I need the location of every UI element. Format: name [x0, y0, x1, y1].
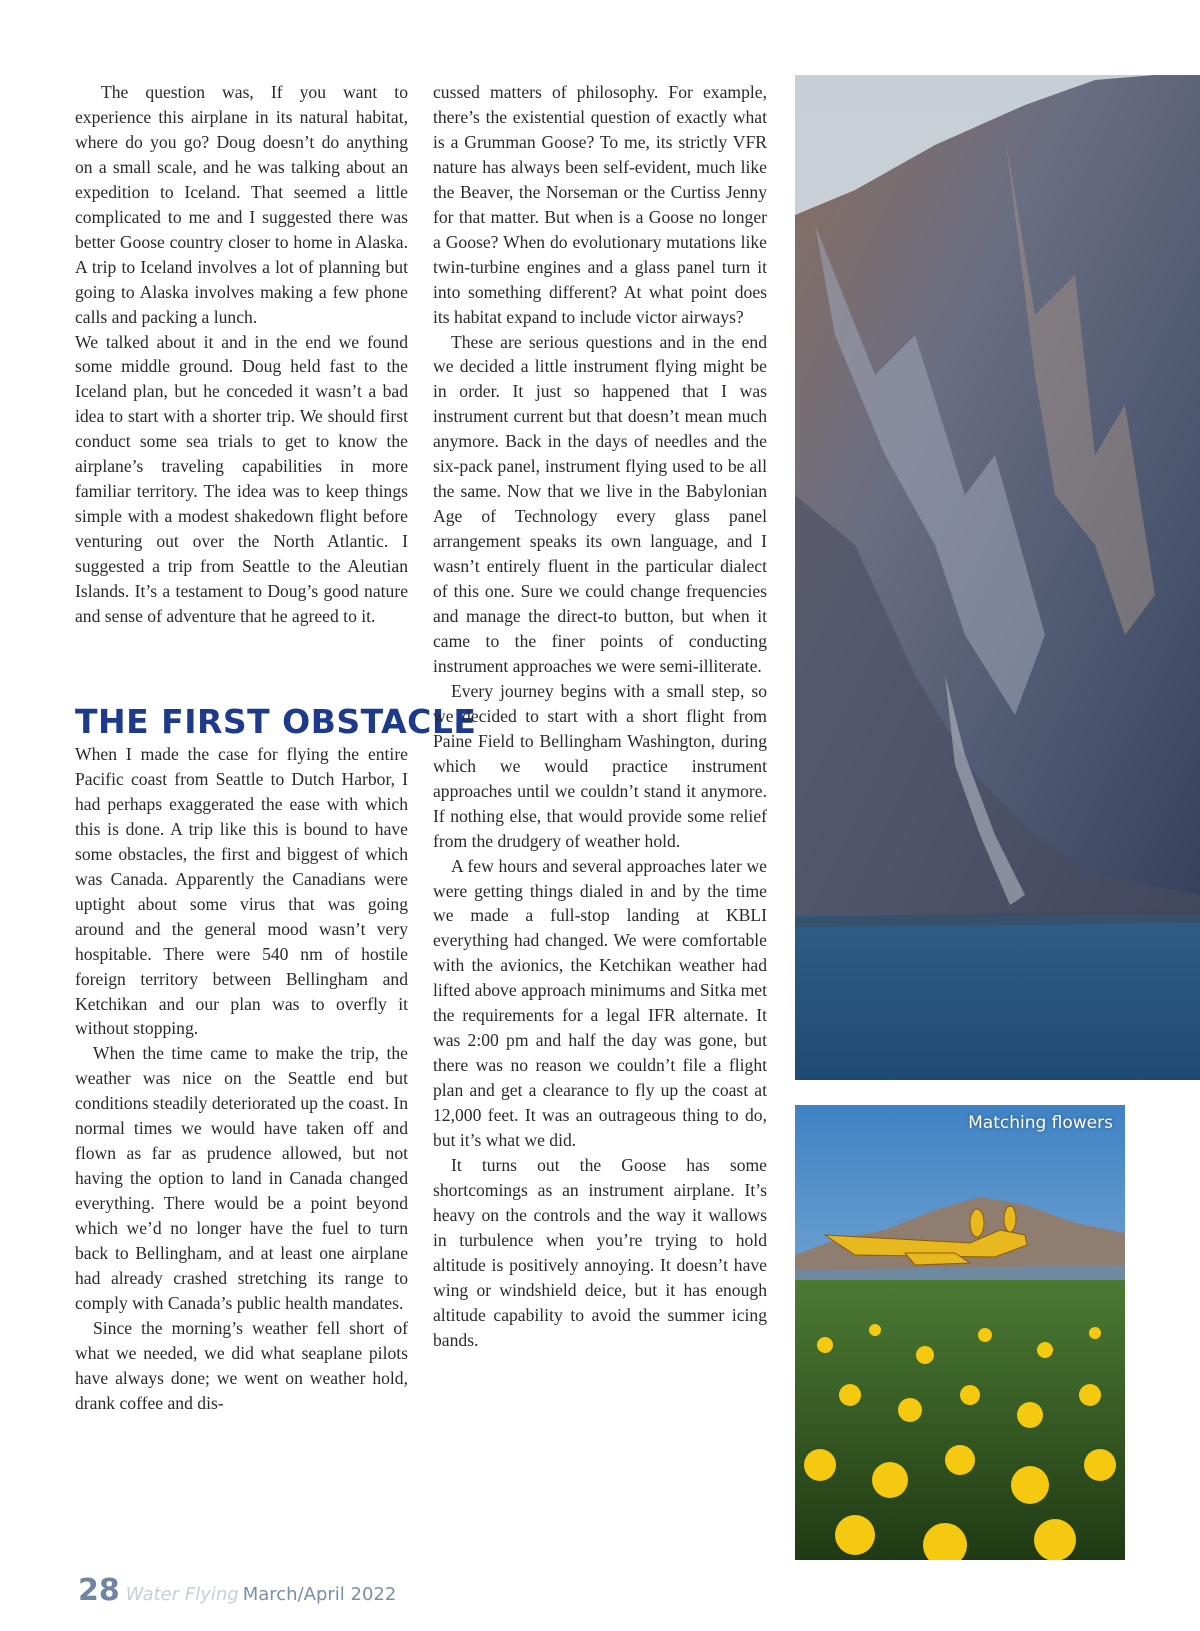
- mountain-photo: [795, 75, 1200, 1080]
- paragraph: cussed matters of philosophy. For example, there’s the existential question of exactly what is a Grumman Goose? To me, its strictly VFR nature has always been self-evident, much like the Beaver, the Norseman or the Curtiss Jenny for that matter. But when is a Goose no longer a Goose? When do evolutionary mutations like twin-turbine engines and a glass panel turn it into something different? At what point does its habitat expand to include victor airways?: [433, 82, 767, 327]
- article-column-1: [75, 80, 477, 1416]
- page-footer: [78, 1573, 396, 1613]
- paragraph: Every journey begins with a small step, so we decided to start with a short flight from Paine Field to Bellingham Washington, during which we would practice instrument approaches until we couldn’t stand it anymore. If nothing else, that would provide some relief from the drudgery of weather hold.: [433, 680, 767, 851]
- paragraph: Since the morning’s weather fell short of what we needed, we did what seaplane pilots have always done; we went on weather hold, drank coffee and dis-: [75, 1317, 408, 1413]
- photo-caption: Matching flowers: [968, 1113, 1113, 1133]
- paragraph: When the time came to make the trip, the weather was nice on the Seattle end but conditions steadily deteriorated up the coast. In normal times we would have taken off and flown as far as prudence allowed, but not having the option to land in Canada changed everything. There would be a point beyond which we’d no longer have the fuel to turn back to Bellingham, and at least one airplane had already crashed stretching its range to comply with Canada’s public health mandates.: [75, 1043, 408, 1313]
- paragraph: When I made the case for flying the entire Pacific coast from Seattle to Dutch Harbor, I had perhaps exaggerated the ease with which this is done. A trip like this is bound to have some obstacles, the first and biggest of which was Canada. Apparently the Canadians were uptight about some virus that was going around and the general mood wasn’t very hospitable. There were 540 nm of hostile foreign territory between Bellingham and Ketchikan and our plan was to overfly it without stopping.: [75, 743, 408, 1039]
- article-column-2: [433, 80, 767, 1353]
- issue-date: March/April 2022: [242, 1584, 397, 1605]
- seaplane-flowers-photo: [795, 1105, 1125, 1560]
- publication-name: Water Flying: [125, 1584, 239, 1605]
- section-heading: THE FIRST OBSTACLE: [75, 701, 477, 741]
- paragraph: We talked about it and in the end we found some middle ground. Doug held fast to the Iceland plan, but he conceded it wasn’t a bad idea to start with a shorter trip. We should first conduct some sea trials to get to know the airplane’s traveling capabilities in more familiar territory. The idea was to keep things simple with a modest shakedown flight before venturing out over the North Atlantic. I suggested a trip from Seattle to the Aleutian Islands. It’s a testament to Doug’s good nature and sense of adventure that he agreed to it.: [75, 331, 408, 627]
- page-number: 28: [78, 1573, 120, 1608]
- paragraph: These are serious questions and in the end we decided a little instrument flying might be in order. It just so happened that I was instrument current but that doesn’t mean much anymore. Back in the days of needles and the six-pack panel, instrument flying used to be all the same. Now that we live in the Babylonian Age of Technology every glass panel arrangement speaks its own language, and I wasn’t entirely fluent in the particular dialect of this one. Sure we could change frequencies and manage the direct-to button, but when it came to the finer points of conducting instrument approaches we were semi-illiterate.: [433, 331, 767, 676]
- paragraph: It turns out the Goose has some shortcomings as an instrument airplane. It’s heavy on the controls and the way it wallows in turbulence when you’re trying to hold altitude is positively annoying. It doesn’t have wing or windshield deice, but it has enough altitude capability to avoid the summer icing bands.: [433, 1154, 767, 1350]
- paragraph: A few hours and several approaches later we were getting things dialed in and by the time we made a full-stop landing at KBLI everything had changed. We were comfortable with the avionics, the Ketchikan weather had lifted above approach minimums and Sitka met the requirements for a legal IFR alternate. It was 2:00 pm and half the day was gone, but there was no reason we couldn’t file a flight plan and get a clearance to fly up the coast at 12,000 feet. It was an outrageous thing to do, but it’s what we did.: [433, 855, 767, 1151]
- paragraph: The question was, If you want to experience this airplane in its natural habitat, where do you go? Doug doesn’t do anything on a small scale, and he was talking about an expedition to Iceland. That seemed a little complicated to me and I suggested there was better Goose country closer to home in Alaska. A trip to Iceland involves a lot of planning but going to Alaska involves making a few phone calls and packing a lunch.: [75, 82, 408, 327]
